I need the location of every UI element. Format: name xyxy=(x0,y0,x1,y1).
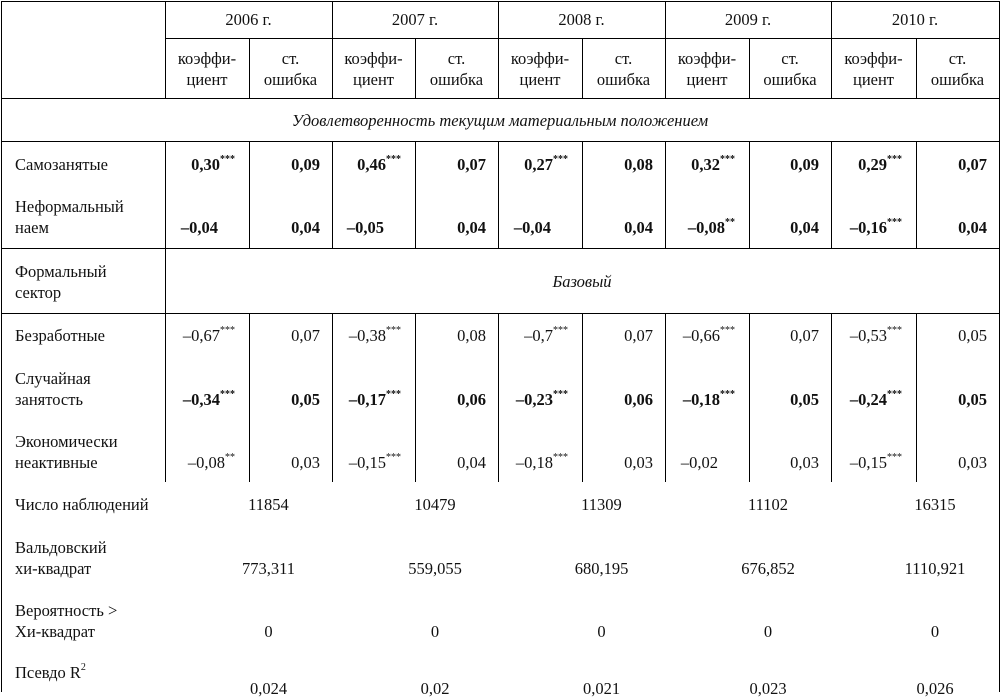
coefficient-header-line: циент xyxy=(686,70,728,89)
std-error-header-line: ст. xyxy=(447,49,466,68)
significance-stars: *** xyxy=(553,324,568,336)
year-header: 2007 г. xyxy=(391,10,439,29)
coefficient-header-line: коэффи- xyxy=(844,49,903,68)
coefficient-header-line: циент xyxy=(852,70,895,89)
std-error-header-line: ошибка xyxy=(763,70,817,89)
coefficient-cell: –0,34*** xyxy=(182,388,235,409)
std-error-cell: 0,09 xyxy=(291,155,320,174)
stat-label-line: Псевдо $R^2$ xyxy=(15,661,86,682)
stat-value: 0,026 xyxy=(916,679,954,698)
coefficient-cell: –0,05 xyxy=(346,218,384,237)
significance-stars: *** xyxy=(386,451,401,463)
std-error-cell: 0,09 xyxy=(790,155,819,174)
stat-value: 0 xyxy=(430,622,440,641)
std-error-header xyxy=(249,48,332,90)
coefficient-cell: –0,08** xyxy=(687,216,735,237)
year-header: 2009 г. xyxy=(724,10,772,29)
coefficient-header-line: коэффи- xyxy=(344,49,403,68)
std-error-cell: 0,07 xyxy=(457,155,486,174)
coefficient-cell: 0,32*** xyxy=(691,153,735,174)
std-error-cell: 0,03 xyxy=(790,453,819,472)
stat-value: 0 xyxy=(597,622,606,641)
std-error-header xyxy=(582,48,665,90)
significance-stars: *** xyxy=(887,216,902,228)
coefficient-cell: –0,18*** xyxy=(515,451,568,472)
row-label-line: неактивные xyxy=(15,453,98,472)
row-label-line: Безработные xyxy=(15,326,105,345)
row-label xyxy=(15,261,107,303)
std-error-cell: 0,07 xyxy=(624,326,653,345)
stat-value: 11309 xyxy=(581,495,622,514)
std-error-header xyxy=(749,48,831,90)
row-label-line: занятость xyxy=(15,390,83,409)
coefficient-cell: 0,46*** xyxy=(357,153,401,174)
coefficient-cell: –0,04 xyxy=(513,218,551,237)
significance-stars: *** xyxy=(386,324,401,336)
coefficient-cell: –0,18*** xyxy=(682,388,735,409)
section-title-rule xyxy=(1,141,999,142)
base-category-label: Базовый xyxy=(552,272,612,291)
coefficient-header xyxy=(332,48,415,90)
stat-label-line: Число наблюдений xyxy=(15,495,149,514)
stat-value: 676,852 xyxy=(741,559,795,578)
stat-value: 680,195 xyxy=(574,559,629,578)
row-label-line: сектор xyxy=(15,283,62,302)
row-label-line: Самозанятые xyxy=(15,155,108,174)
significance-stars: *** xyxy=(220,324,235,336)
std-error-cell: 0,04 xyxy=(291,218,320,237)
std-error-cell: 0,05 xyxy=(790,390,819,409)
std-error-cell: 0,08 xyxy=(624,155,653,174)
std-error-cell: 0,03 xyxy=(291,453,320,472)
significance-stars: *** xyxy=(553,451,568,463)
row-label xyxy=(15,154,108,175)
stat-value: 1110,921 xyxy=(904,559,966,578)
table-top-border xyxy=(1,1,999,2)
std-error-cell: 0,08 xyxy=(457,326,486,345)
stat-label xyxy=(15,662,86,683)
coefficient-header xyxy=(831,48,916,90)
stat-label-line: Вальдовский xyxy=(15,538,107,557)
significance-stars: *** xyxy=(553,388,568,400)
row-label xyxy=(15,431,118,473)
coefficient-cell: –0,17*** xyxy=(348,388,401,409)
significance-stars: *** xyxy=(220,388,235,400)
stat-label-line: Хи-квадрат xyxy=(15,622,95,641)
std-error-header-line: ошибка xyxy=(930,70,985,89)
row-label-line: наем xyxy=(15,218,49,237)
coefficient-cell: 0,27*** xyxy=(524,153,568,174)
base-row-top-rule xyxy=(1,248,999,249)
std-error-cell: 0,03 xyxy=(624,453,653,472)
row-label xyxy=(15,368,91,410)
std-error-cell: 0,05 xyxy=(958,326,987,345)
coefficient-cell: –0,23*** xyxy=(515,388,568,409)
label-column-line xyxy=(165,141,166,482)
coefficient-cell: –0,67*** xyxy=(182,324,235,345)
year-header: 2010 г. xyxy=(891,10,939,29)
significance-stars: *** xyxy=(887,153,902,165)
row-label-line: Случайная xyxy=(15,369,91,388)
base-row-bottom-rule xyxy=(1,313,999,314)
row-label xyxy=(15,196,124,238)
coefficient-cell: –0,15*** xyxy=(849,451,902,472)
significance-stars: *** xyxy=(720,324,735,336)
std-error-cell: 0,05 xyxy=(958,390,987,409)
coefficient-header-line: коэффи- xyxy=(177,49,237,68)
row-label-line: Формальный xyxy=(15,262,107,281)
coefficient-header xyxy=(165,48,249,90)
stat-label-line: Вероятность > xyxy=(15,601,118,620)
coefficient-header-line: коэффи- xyxy=(677,49,737,68)
std-error-cell: 0,07 xyxy=(291,326,320,345)
significance-stars: *** xyxy=(720,153,735,165)
significance-stars: *** xyxy=(887,451,902,463)
coefficient-cell: –0,7*** xyxy=(524,324,568,345)
row-label-line: Неформальный xyxy=(15,197,124,216)
std-error-header-line: ст. xyxy=(281,49,300,68)
table-left-border xyxy=(1,1,2,692)
significance-stars: *** xyxy=(553,153,568,165)
stat-value: 11854 xyxy=(248,495,289,514)
std-error-cell: 0,05 xyxy=(291,390,320,409)
row-label-line: Экономически xyxy=(15,432,118,451)
stat-label xyxy=(15,494,149,515)
coefficient-cell: –0,15*** xyxy=(348,451,401,472)
coefficient-header-line: циент xyxy=(352,70,395,89)
significance-stars: *** xyxy=(386,388,401,400)
superscript: 2 xyxy=(80,661,86,673)
std-error-header-line: ошибка xyxy=(596,70,651,89)
coefficient-cell: 0,30*** xyxy=(191,153,235,174)
row-label xyxy=(15,325,105,346)
std-error-cell: 0,04 xyxy=(790,218,819,237)
coefficient-cell: –0,02 xyxy=(680,453,718,472)
stat-label-line: хи-квадрат xyxy=(15,559,92,578)
coefficient-header xyxy=(665,48,749,90)
stat-value: 0 xyxy=(264,622,273,641)
significance-stars: *** xyxy=(887,388,902,400)
header-bottom-rule xyxy=(1,98,999,99)
std-error-header-line: ст. xyxy=(781,49,799,68)
significance-stars: ** xyxy=(725,216,735,228)
std-error-cell: 0,04 xyxy=(958,218,987,237)
coefficient-cell: –0,08** xyxy=(187,451,235,472)
std-error-cell: 0,04 xyxy=(457,218,486,237)
stat-value: 0 xyxy=(930,622,940,641)
coefficient-cell: –0,16*** xyxy=(849,216,902,237)
std-error-cell: 0,04 xyxy=(624,218,653,237)
std-error-cell: 0,07 xyxy=(958,155,987,174)
std-error-cell: 0,06 xyxy=(624,390,653,409)
stat-value: 0,02 xyxy=(420,679,450,698)
std-error-cell: 0,04 xyxy=(457,453,486,472)
coefficient-header-line: циент xyxy=(186,70,228,89)
stat-value: 773,311 xyxy=(241,559,295,578)
std-error-header-line: ст. xyxy=(948,49,967,68)
stat-value: 10479 xyxy=(414,495,456,514)
stat-value: 559,055 xyxy=(408,559,462,578)
std-error-header-line: ошибка xyxy=(429,70,484,89)
stat-label xyxy=(15,600,117,642)
stat-value: 11102 xyxy=(747,495,789,514)
coefficient-cell: –0,53*** xyxy=(849,324,902,345)
coefficient-cell: 0,29*** xyxy=(858,153,902,174)
section-title: Удовлетворенность текущим материальным положением xyxy=(291,111,709,130)
coefficient-cell: –0,04 xyxy=(180,218,218,237)
coefficient-header-line: коэффи- xyxy=(510,49,570,68)
std-error-header-line: ст. xyxy=(614,49,633,68)
significance-stars: *** xyxy=(220,153,235,165)
coefficient-header-line: циент xyxy=(519,70,561,89)
coefficient-cell: –0,66*** xyxy=(682,324,735,345)
coefficient-header xyxy=(498,48,582,90)
std-error-cell: 0,06 xyxy=(457,390,486,409)
std-error-cell: 0,07 xyxy=(790,326,819,345)
coefficient-cell: –0,24*** xyxy=(849,388,902,409)
significance-stars: *** xyxy=(720,388,735,400)
significance-stars: ** xyxy=(225,451,235,463)
stat-value: 0,023 xyxy=(749,679,787,698)
significance-stars: *** xyxy=(386,153,401,165)
std-error-header-line: ошибка xyxy=(263,70,318,89)
significance-stars: *** xyxy=(887,324,902,336)
year-header: 2008 г. xyxy=(558,10,605,29)
std-error-header xyxy=(916,48,999,90)
stat-label xyxy=(15,537,107,579)
year-header: 2006 г. xyxy=(225,10,272,29)
std-error-header xyxy=(415,48,498,90)
stat-value: 16315 xyxy=(914,495,956,514)
stat-value: 0,021 xyxy=(582,679,621,698)
coefficient-cell: –0,38*** xyxy=(348,324,401,345)
std-error-cell: 0,03 xyxy=(958,453,987,472)
stat-value: 0 xyxy=(763,622,773,641)
stat-value: 0,024 xyxy=(249,679,288,698)
